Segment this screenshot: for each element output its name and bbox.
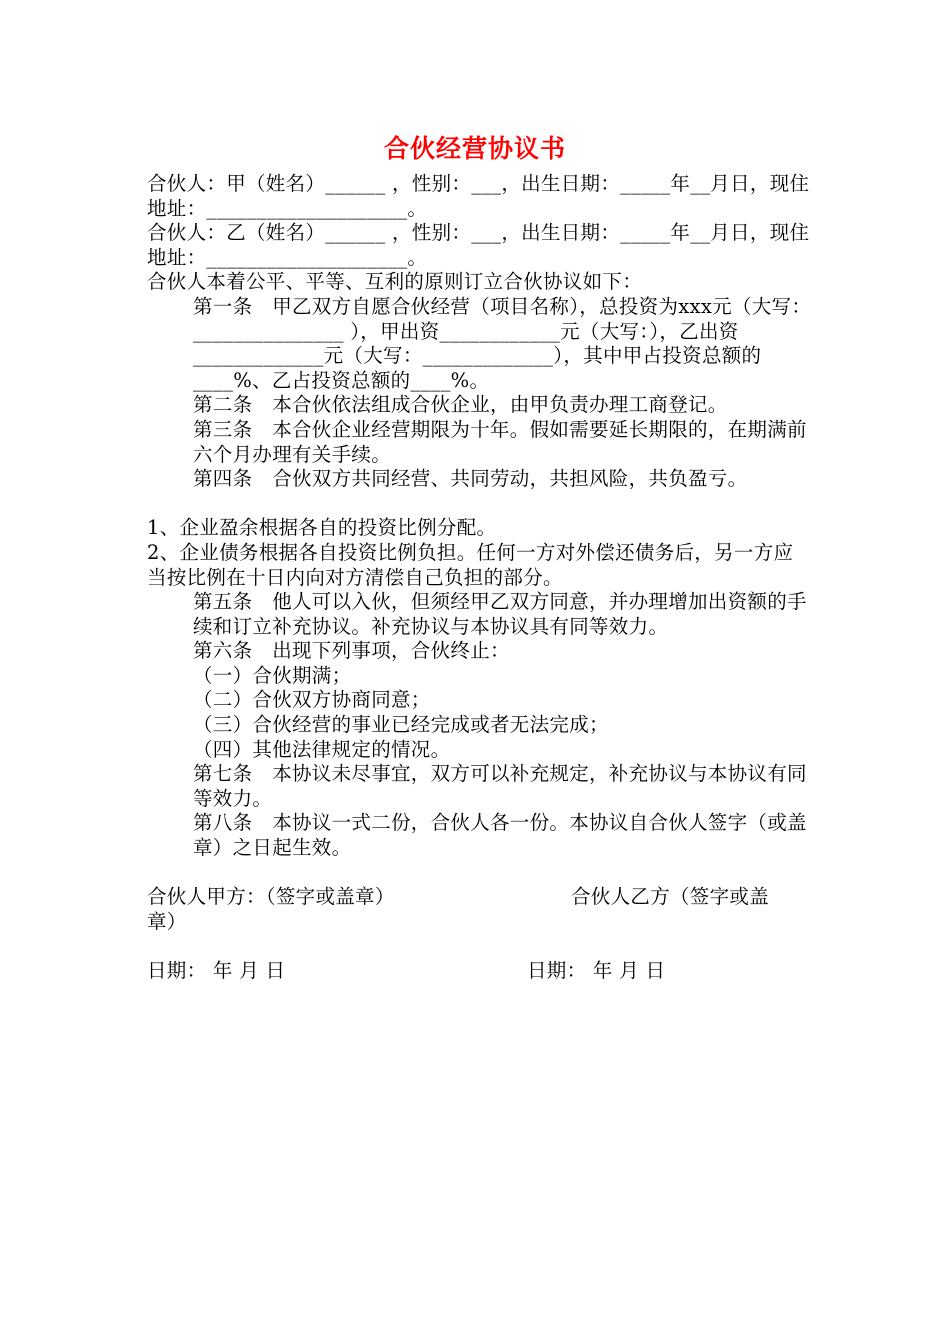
date-party-a: 日期： 年 月 日: [147, 959, 286, 982]
spacer: [147, 934, 812, 959]
termination-term-1: （一）合伙期满；: [193, 663, 352, 687]
termination-term-4: （四）其他法律规定的情况。: [193, 737, 451, 761]
termination-term-3: （三）合伙经营的事业已经完成或者无法完成；: [193, 713, 609, 737]
article-2: 第二条 本合伙依法组成合伙企业，由甲负责办理工商登记。: [193, 393, 728, 417]
signature-row: [147, 885, 812, 910]
date-party-b: 日期： 年 月 日: [527, 959, 666, 982]
spacer: [147, 861, 812, 886]
profit-item: 1、企业盈余根据各自的投资比例分配。: [147, 516, 497, 540]
article-5: 第五条 他人可以入伙，但须经甲乙双方同意，并办理增加出资额的手续和订立补充协议。补充协议与本协议具有同等效力。: [193, 590, 807, 638]
article-6: 第六条 出现下列事项，合伙终止：: [193, 639, 510, 663]
termination-term-2: （二）合伙双方协商同意；: [193, 688, 431, 712]
date-row: [147, 959, 812, 984]
signature-party-a: 合伙人甲方：（签字或盖章）: [147, 885, 395, 909]
spacer: [147, 492, 812, 517]
article-7: 第七条 本协议未尽事宜，双方可以补充规定，补充协议与本协议有同等效力。: [193, 762, 807, 810]
signature-party-b-continued: 章）: [147, 909, 187, 933]
article-8: 第八条 本协议一式二份，合伙人各一份。本协议自合伙人签字（或盖章）之日起生效。: [193, 811, 807, 860]
article-1: 第一条 甲乙双方自愿合伙经营（项目名称），总投资为xxx元（大写：_______________ ），甲出资____________元（大写：），乙出资_____________元（大写：_____________），其中甲占投资总额的____%、乙占投资总额的____%。: [193, 294, 812, 392]
article-4: 第四条 合伙双方共同经营、共同劳动，共担风险，共负盈亏。: [193, 467, 748, 491]
party-b-info: 合伙人：乙（姓名）______ ，性别：___，出生日期：_____年__月日，现住地址：____________________。: [147, 221, 810, 269]
document-body: [147, 172, 812, 984]
document-title: 合伙经营协议书: [383, 134, 566, 163]
article-3: 第三条 本合伙企业经营期限为十年。假如需要延长期限的，在期满前六个月办理有关手续。: [193, 417, 807, 466]
party-a-info: 合伙人：甲（姓名）______ ，性别：___，出生日期：_____年__月日，现住地址：____________________。: [147, 172, 810, 220]
preamble: 合伙人本着公平、平等、互利的原则订立合伙协议如下：: [147, 270, 643, 294]
debt-item: 2、企业债务根据各自投资比例负担。任何一方对外偿还债务后，另一方应当按比例在十日内向对方清偿自己负担的部分。: [147, 540, 794, 589]
signature-party-b: 合伙人乙方（签字或盖: [571, 885, 770, 909]
